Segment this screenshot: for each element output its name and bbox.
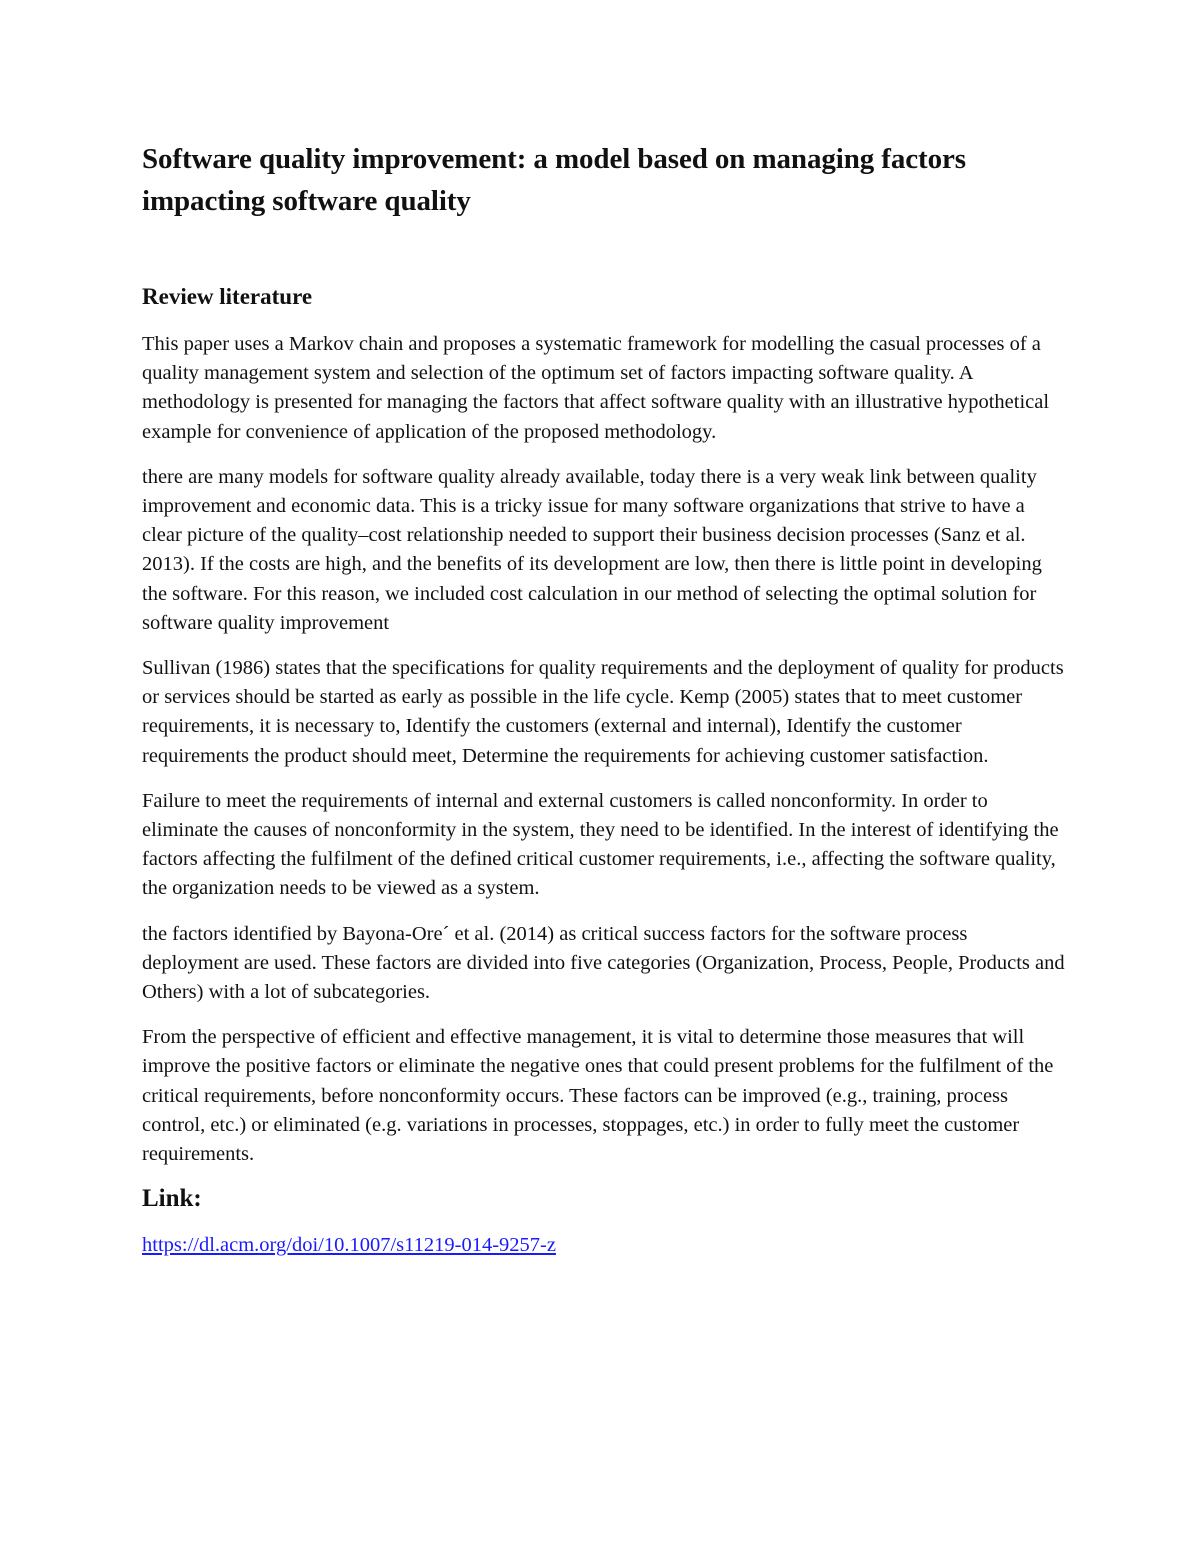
doi-link[interactable]: https://dl.acm.org/doi/10.1007/s11219-014-9257-z (142, 1234, 556, 1257)
document-content (142, 138, 1067, 1259)
paragraph-quality-cost: there are many models for software quality already available, today there is a very weak link between quality improvement and economic data. This is a tricky issue for many software organizations that strive to have a clear picture of the quality–cost relationship needed to support their business decision processes (Sanz et al. 2013). If the costs are high, and the benefits of its development are low, then there is little point in developing the software. For this reason, we included cost calculation in our method of selecting the optimal solution for software quality improvement (142, 465, 1042, 634)
section-heading: Review literature (142, 284, 313, 309)
paragraph-customer-requirements: Sullivan (1986) states that the specifications for quality requirements and the deployment of quality for products or services should be started as early as possible in the life cycle. Kemp (2005) states that to meet customer requirements, it is necessary to, Identify the customers (external and internal), Identify the customer requirements the product should meet, Determine the requirements for achieving customer satisfaction. (142, 657, 1064, 767)
link-line (142, 1231, 1067, 1259)
paragraph-nonconformity: Failure to meet the requirements of internal and external customers is called nonconformity. In order to eliminate the causes of nonconformity in the system, they need to be identified. In the interest of identifying the factors affecting the fulfilment of the defined critical customer requirements, i.e., affecting the software quality, the organization needs to be viewed as a system. (142, 789, 1059, 900)
link-heading: Link: (142, 1185, 202, 1213)
paragraph-markov-chain: This paper uses a Markov chain and proposes a systematic framework for modelling the casual processes of a quality management system and selection of the optimum set of factors impacting software quality. A methodology is presented for managing the factors that affect software quality with an illustrative hypothetical example for convenience of application of the proposed methodology. (142, 333, 1050, 443)
paragraph-management-measures: From the perspective of efficient and effective management, it is vital to determine those measures that will improve the positive factors or eliminate the negative ones that could present problems for the fulfilment of the critical requirements, before nonconformity occurs. These factors can be improved (e.g., training, process control, etc.) or eliminated (e.g. variations in processes, stoppages, etc.) in order to fully meet the customer requirements. (142, 1026, 1054, 1166)
page-title: Software quality improvement: a model based on managing factors impacting software quality (142, 143, 966, 217)
paragraph-success-factors: the factors identified by Bayona-Ore´ et al. (2014) as critical success factors for the software process deployment are used. These factors are divided into five categories (Organization, Process, People, Products and Others) with a lot of subcategories. (142, 922, 1065, 1004)
